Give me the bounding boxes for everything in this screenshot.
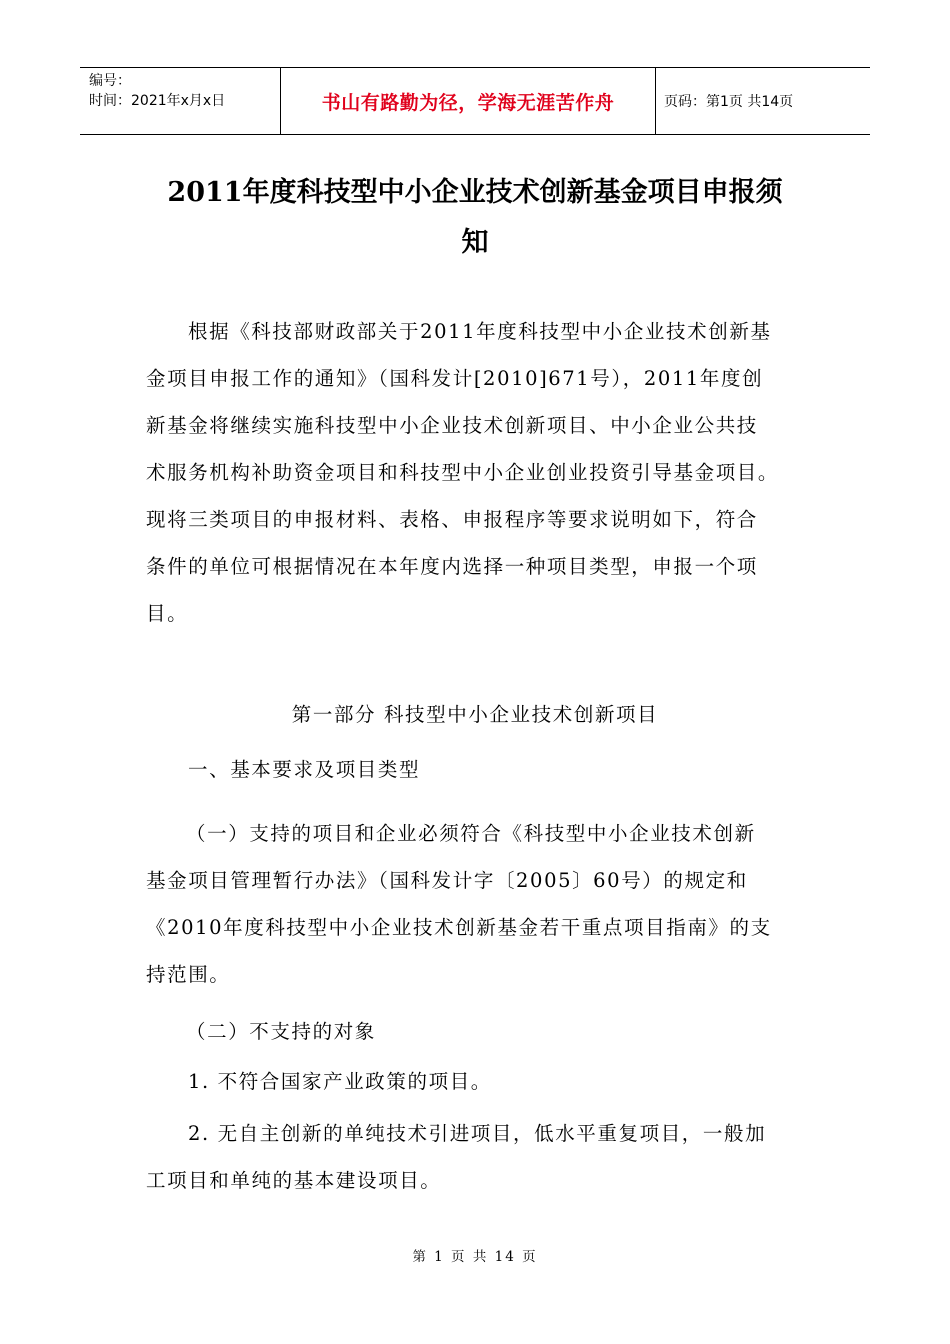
text-line: 目。 [146,602,189,625]
document-title [120,168,830,268]
header-motto-cell [281,68,656,134]
header-motto: 书山有路勤为径，学海无涯苦作舟 [321,91,615,114]
list-item-2 [146,1110,806,1204]
text-line: 现将三类项目的申报材料、表格、申报程序等要求说明如下，符合 [146,508,758,531]
time-label: 时间：2021年x月x日 [89,93,226,109]
header-meta-cell [80,68,281,134]
subsection1-paragraph [146,810,806,998]
text-line: 新基金将继续实施科技型中小企业技术创新项目、中小企业公共技 [146,414,758,437]
intro-paragraph [146,308,806,637]
header-table [80,67,870,135]
title-line-1: 2011年度科技型中小企业技术创新基金项目申报须 [167,177,783,208]
sub2-heading: （二）不支持的对象 [186,1020,376,1043]
list-item-1 [146,1058,806,1105]
text-line: 术服务机构补助资金项目和科技型中小企业创业投资引导基金项目。 [146,461,780,484]
text-line: 条件的单位可根据情况在本年度内选择一种项目类型，申报一个项 [146,555,758,578]
text-line: 持范围。 [146,963,231,986]
part-heading: 第一部分 科技型中小企业技术创新项目 [291,703,659,726]
title-line-2: 知 [461,227,489,258]
section-heading [146,746,806,793]
header-page-info: 页码：第1页 共14页 [664,94,794,110]
text-line: 1. 不符合国家产业政策的项目。 [188,1070,492,1093]
text-line: （一）支持的项目和企业必须符合《科技型中小企业技术创新 [186,822,756,845]
text-line: 2. 无自主创新的单纯技术引进项目，低水平重复项目，一般加 [188,1122,767,1145]
text-line: 金项目申报工作的通知》（国科发计[2010]671号），2011年度创 [146,367,764,390]
section1-heading: 一、基本要求及项目类型 [188,758,421,781]
header-page-cell [656,68,870,134]
text-line: 《2010年度科技型中小企业技术创新基金若干重点项目指南》的支 [146,916,772,939]
page-footer: 第 1 页 共 14 页 [412,1249,538,1265]
number-label: 编号： [89,73,131,89]
text-line: 基金项目管理暂行办法》（国科发计字〔2005〕60号）的规定和 [146,869,748,892]
text-line: 根据《科技部财政部关于2011年度科技型中小企业技术创新基 [188,320,772,343]
subsection2-heading [146,1008,806,1055]
text-line: 工项目和单纯的基本建设项目。 [146,1169,442,1192]
